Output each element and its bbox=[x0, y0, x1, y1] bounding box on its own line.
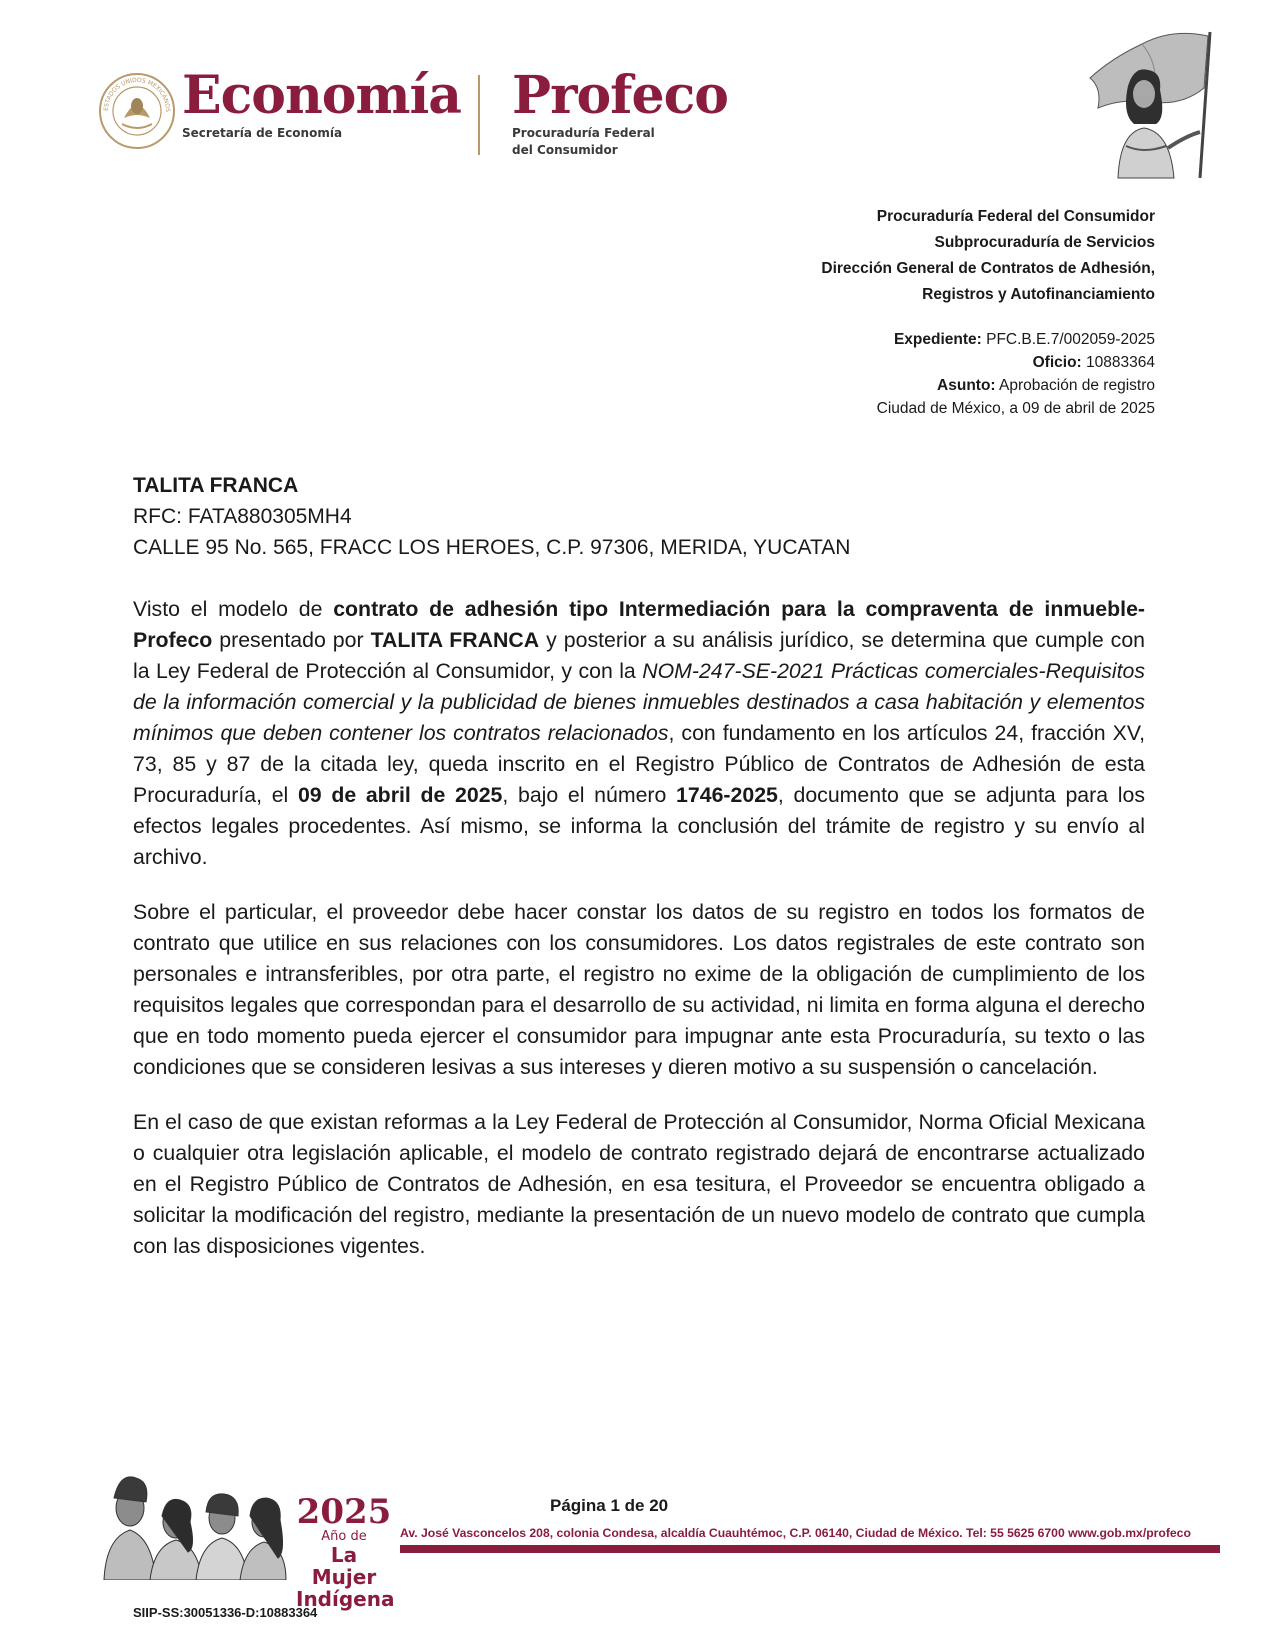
page-number: Página 1 de 20 bbox=[550, 1496, 669, 1515]
profeco-wordmark: Profeco bbox=[512, 65, 728, 126]
profeco-subtitle-1: Procuraduría Federal bbox=[512, 126, 655, 140]
recipient-name: TALITA FRANCA bbox=[133, 474, 299, 497]
indigenous-women-illustration-icon bbox=[100, 1468, 288, 1580]
office-line-2: Subprocuraduría de Servicios bbox=[934, 234, 1155, 251]
letterhead bbox=[0, 0, 1275, 190]
letter-body bbox=[133, 594, 1145, 1286]
document-id: SIIP-SS:30051336-D:10883364 bbox=[133, 1605, 318, 1620]
meta-block bbox=[877, 328, 1155, 420]
office-line-1: Procuraduría Federal del Consumidor bbox=[876, 208, 1155, 225]
economia-wordmark: Economía bbox=[182, 65, 461, 126]
paragraph-3: En el caso de que existan reformas a la Ley Federal de Protección al Consumidor, Norma Oficial Mexicana o cualquier otra legislación aplicable, el modelo de contrato registrado dejará de encontrarse actualizado en el Registro Público de Contratos de Adhesión, en esa tesitura, el Proveedor se encuentra obligado a solicitar la modificación del registro, mediante la presentación de un nuevo modelo de contrato que cumpla con las disposiciones vigentes. bbox=[133, 1110, 1145, 1258]
oficio-label: Oficio: bbox=[1032, 354, 1082, 371]
nom-reference: NOM-247-SE-2021 Prácticas comerciales-Requisitos de la información comercial y la publicidad de bienes inmuebles destinados a casa habitación y elementos mínimos que deben contener los contratos relacionados bbox=[133, 659, 1146, 745]
place-date: Ciudad de México, a 09 de abril de 2025 bbox=[876, 400, 1155, 417]
profeco-logo bbox=[512, 65, 728, 158]
footer-bar bbox=[400, 1545, 1220, 1553]
seal-text: ESTADOS UNIDOS MEXICANOS bbox=[102, 76, 172, 113]
p1-text-a: Visto el modelo de bbox=[133, 597, 334, 621]
mexico-seal-icon bbox=[98, 72, 176, 150]
economia-logo bbox=[182, 65, 461, 140]
office-line-4: Registros y Autofinanciamiento bbox=[922, 286, 1155, 303]
recipient-address: CALLE 95 No. 565, FRACC LOS HEROES, C.P. 97306, MERIDA, YUCATAN bbox=[133, 536, 851, 559]
p1-text-i: , bajo el número bbox=[502, 783, 677, 807]
p1-text-k: , documento que se adjunta para los efectos legales procedentes. Así mismo, se informa la conclusión del trámite de registro y su envío al archivo. bbox=[133, 783, 1145, 869]
logo-divider bbox=[478, 75, 480, 155]
footer-address: Av. José Vasconcelos 208, colonia Condesa, alcaldía Cuauhtémoc, C.P. 06140, Ciudad de México. Tel: 55 5625 6700 www.gob.mx/profeco bbox=[400, 1526, 1191, 1540]
paragraph-1 bbox=[133, 594, 1145, 873]
paragraph-2: Sobre el particular, el proveedor debe hacer constar los datos de su registro en todos los formatos de contrato que utilice en sus relaciones con los consumidores. Los datos registrales de este contrato son personales e intransferibles, por otra parte, el registro no exime de la obligación de cumplimiento de los requisitos legales que correspondan para el desarrollo de su actividad, ni limita en forma alguna el derecho que en todo momento pueda ejercer el consumidor para impugnar ante esta Procuraduría, su texto o las condiciones que se consideren lesivas a sus intereses y dieren motivo a su suspensión o cancelación. bbox=[133, 900, 1145, 1079]
economia-subtitle: Secretaría de Economía bbox=[182, 126, 343, 140]
asunto-label: Asunto: bbox=[937, 377, 996, 394]
year-line-1: Año de bbox=[321, 1529, 367, 1544]
expediente-line bbox=[877, 328, 1155, 351]
p1-text-g: , con fundamento en los artículos 24, fracción XV, 73, 85 y 87 de la citada ley, queda inscrito en el Registro Público de Contratos de Adhesión de esta Procuraduría, el bbox=[133, 721, 1145, 807]
provider-name: TALITA FRANCA bbox=[370, 628, 540, 652]
expediente-label: Expediente: bbox=[893, 331, 982, 348]
profeco-subtitle-2: del Consumidor bbox=[512, 143, 618, 157]
woman-with-flag-illustration-icon bbox=[1082, 28, 1222, 180]
office-block bbox=[821, 204, 1155, 308]
oficio-line bbox=[877, 351, 1155, 374]
year-line-3: Indígena bbox=[296, 1587, 395, 1611]
year-number: 2025 bbox=[296, 1492, 392, 1532]
p1-text-e: y posterior a su análisis jurídico, se determina que cumple con la Ley Federal de Protección al Consumidor, y con la bbox=[133, 628, 1146, 683]
asunto-line bbox=[877, 374, 1155, 397]
expediente-value: PFC.B.E.7/002059-2025 bbox=[986, 331, 1155, 348]
year-badge bbox=[296, 1492, 395, 1611]
year-line-2: La Mujer bbox=[311, 1543, 377, 1589]
registration-date: 09 de abril de 2025 bbox=[297, 783, 503, 807]
p1-text-c: presentado por bbox=[212, 628, 371, 652]
contract-type: contrato de adhesión tipo Intermediación para la compraventa de inmueble-Profeco bbox=[133, 597, 1145, 652]
oficio-value: 10883364 bbox=[1086, 354, 1155, 371]
recipient-block bbox=[133, 470, 1153, 563]
office-line-3: Dirección General de Contratos de Adhesión, bbox=[821, 260, 1155, 277]
asunto-value: Aprobación de registro bbox=[999, 377, 1155, 394]
recipient-rfc: RFC: FATA880305MH4 bbox=[133, 505, 352, 528]
registration-number: 1746-2025 bbox=[676, 783, 778, 807]
